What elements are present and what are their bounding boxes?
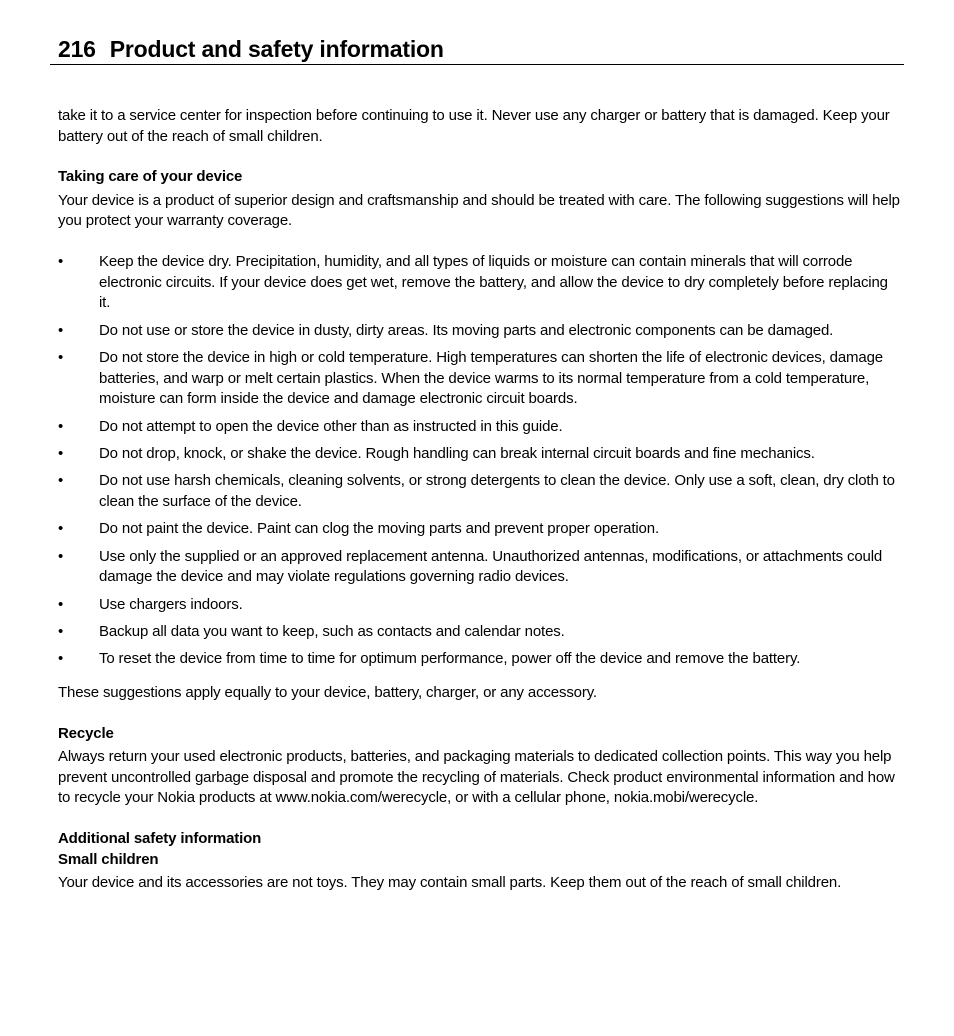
recycle-paragraph: Always return your used electronic products, batteries, and packaging materials to dedicated collection points. This way you help prevent uncontrolled garbage disposal and promote the recycling of materials. Check product environmental information and how to recycle your Nokia products at www.nokia.com/werecycle, or with a cellular phone, nokia.mobi/werecycle.: [58, 748, 895, 807]
care-closing-paragraph: These suggestions apply equally to your device, battery, charger, or any accessory.: [58, 684, 597, 702]
page-heading: [58, 34, 444, 64]
bullet: •: [58, 650, 64, 668]
list-item: [58, 252, 900, 314]
bullet: •: [58, 252, 64, 270]
bullet: •: [58, 417, 64, 435]
list-item-text: Do not attempt to open the device other than as instructed in this guide.: [99, 417, 563, 435]
small-children-paragraph: Your device and its accessories are not toys. They may contain small parts. Keep them out of the reach of small children.: [58, 874, 842, 892]
care-paragraph: Your device is a product of superior design and craftsmanship and should be treated with care. The following suggestions will help you protect your warranty coverage.: [58, 191, 900, 230]
list-item-text: Do not paint the device. Paint can clog the moving parts and prevent proper operation.: [99, 520, 659, 538]
list-item-text: Do not drop, knock, or shake the device. Rough handling can break internal circuit boards and fine mechanics.: [99, 444, 815, 462]
page-number: 216: [58, 36, 96, 62]
list-item: [58, 595, 900, 616]
additional-safety-heading: Additional safety information: [58, 830, 262, 847]
list-item: [58, 519, 900, 540]
list-item-text: Do not use or store the device in dusty, dirty areas. Its moving parts and electronic components can be damaged.: [99, 321, 834, 339]
care-heading: Taking care of your device: [58, 168, 243, 186]
intro-paragraph: take it to a service center for inspection before continuing to use it. Never use any charger or battery that is damaged. Keep your battery out of the reach of small children.: [58, 107, 890, 145]
list-item: [58, 417, 900, 438]
list-item: [58, 348, 900, 410]
page-header: [50, 34, 904, 65]
list-item-text: To reset the device from time to time for optimum performance, power off the device and remove the battery.: [99, 650, 801, 668]
list-item: [58, 649, 900, 670]
list-item: [58, 444, 900, 465]
list-item: [58, 622, 900, 643]
list-item-text: Keep the device dry. Precipitation, humidity, and all types of liquids or moisture can contain minerals that will corrode electronic circuits. If your device does get wet, remove the battery, and allow the device to dry completely before replacing it.: [99, 252, 888, 312]
bullet: •: [58, 547, 64, 565]
page-content: [58, 106, 900, 894]
list-item-text: Do not store the device in high or cold temperature. High temperatures can shorten the life of electronic devices, damage batteries, and warp or melt certain plastics. When the device warms to its normal temperature from a cold temperature, moisture can form inside the device and damage electronic circuit boards.: [99, 348, 883, 408]
list-item: [58, 547, 900, 588]
bullet: •: [58, 444, 64, 462]
list-item-text: Use chargers indoors.: [99, 595, 243, 613]
list-item-text: Do not use harsh chemicals, cleaning solvents, or strong detergents to clean the device. Only use a soft, clean, dry cloth to clean the surface of the device.: [99, 472, 895, 510]
bullet: •: [58, 472, 64, 490]
list-item: [58, 321, 900, 342]
list-item: [58, 471, 900, 512]
small-children-heading: Small children: [58, 850, 159, 868]
bullet: •: [58, 520, 64, 538]
recycle-heading: Recycle: [58, 724, 114, 742]
bullet: •: [58, 321, 64, 339]
bullet: •: [58, 623, 64, 641]
bullet: •: [58, 348, 64, 366]
bullet: •: [58, 595, 64, 613]
care-list: [58, 252, 900, 670]
page-title: Product and safety information: [109, 36, 444, 62]
list-item-text: Use only the supplied or an approved replacement antenna. Unauthorized antennas, modifications, or attachments could damage the device and may violate regulations governing radio devices.: [99, 547, 883, 586]
list-item-text: Backup all data you want to keep, such as contacts and calendar notes.: [99, 623, 565, 641]
